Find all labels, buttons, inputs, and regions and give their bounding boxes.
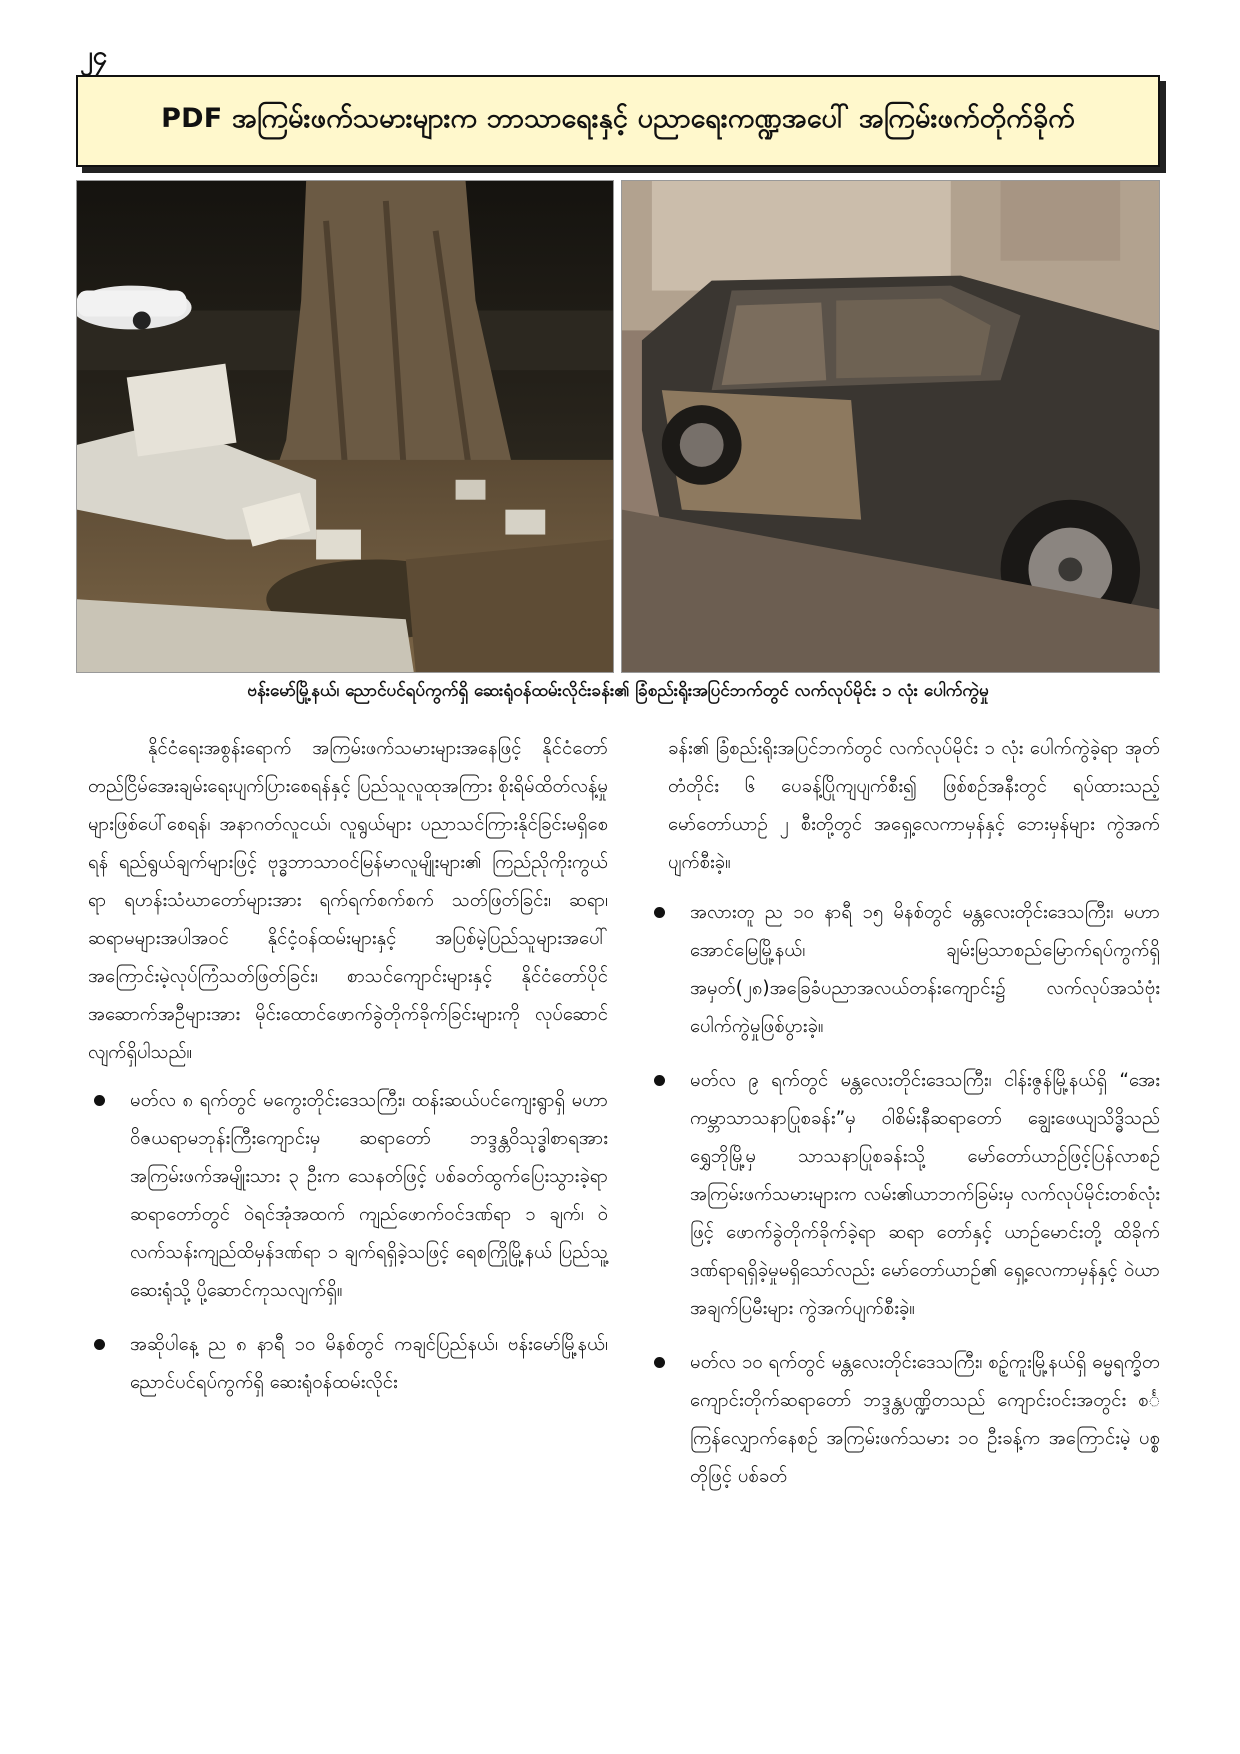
photo-caption: ဗန်းမော်မြို့နယ်၊ ညောင်ပင်ရပ်ကွက်ရှိ ဆေးရုံဝန်ထမ်းလိုင်းခန်း၏ ခြံစည်းရိုးအပြင်ဘက်တွင် လက်လုပ်မိုင်း ၁ လုံး ပေါက်ကွဲမှု (247, 681, 989, 701)
list-item (88, 1082, 608, 1310)
list-item (648, 1062, 1160, 1328)
list-item (648, 894, 1160, 1046)
list-item-text: မတ်လ ၉ ရက်တွင် မန္တလေးတိုင်းဒေသကြီး၊ ငါန်းဇွန်မြို့နယ်ရှိ “အေးကမ္ဘာသာသနာပြုစခန်း”မှ ဝါစိမ်းနီဆရာတော် ချွေးဖေယျသိဒ္ဓိသည် ရွှေဘိုမြို့မှ သာသနာပြုစခန်းသို့ မော်တော်ယာဉ်ဖြင့်ပြန်လာစဉ် အကြမ်းဖက်သမားများက လမ်း၏ယာဘက်ခြမ်းမှ လက်လုပ်မိုင်းတစ်လုံးဖြင့် ဖောက်ခွဲတိုက်ခိုက်ခဲ့ရာ ဆရာ တော်နှင့် ယာဉ်မောင်းတို့ ထိခိုက်ဒဏ်ရာရရှိခဲ့မှုမရှိသော်လည်း မော်တော်ယာဉ်၏ ရှေ့လေကာမှန်နှင့် ဝဲယာအချက်ပြမီးများ ကွဲအက်ပျက်စီးခဲ့။ (690, 1070, 1160, 1319)
continued-paragraph: ခန်း၏ ခြံစည်းရိုးအပြင်ဘက်တွင် လက်လုပ်မိုင်း ၁ လုံး ပေါက်ကွဲခဲ့ရာ အုတ်တံတိုင်း ၆ ပေခန့်ပြိုကျပျက်စီး၍ ဖြစ်စဉ်အနီးတွင် ရပ်ထားသည့် မော်တော်ယာဉ် ၂ စီးတို့တွင် အရှေ့လေကာမှန်နှင့် ဘေးမှန်များ ကွဲအက်ပျက်စီးခဲ့။ (668, 738, 1160, 873)
title-banner (76, 75, 1160, 167)
right-column (648, 730, 1160, 1512)
photo-damaged-car (621, 180, 1160, 673)
list-item-text: အလားတူ ည ၁၀ နာရီ ၁၅ မိနစ်တွင် မန္တလေးတိုင်းဒေသကြီး၊ မဟာအောင်မြေမြို့နယ်၊ ချမ်းမြသာစည်မြောက်ရပ်ကွက်ရှိ အမှတ်(၂၈)အခြေခံပညာအလယ်တန်းကျောင်း၌ လက်လုပ်အသံဗုံးပေါက်ကွဲမှုဖြစ်ပွားခဲ့။ (690, 902, 1160, 1037)
bullet-icon (94, 1339, 105, 1350)
list-item (648, 1344, 1160, 1496)
list-item-text: မတ်လ ၁၀ ရက်တွင် မန္တလေးတိုင်းဒေသကြီး၊ စဉ့်ကူးမြို့နယ်ရှိ ဓမ္မရက္ခိတကျောင်းတိုက်ဆရာတော် ဘဒ္ဒန္တပဏ္ဍိတသည် ကျောင်းဝင်းအတွင်း စင်္ကြန်လျှောက်နေစဉ် အကြမ်းဖက်သမား ၁၀ ဦးခန့်က အကြောင်းမဲ့ ပစ္စတိုဖြင့် ပစ်ခတ် (690, 1352, 1160, 1487)
damaged-car-image (622, 181, 1159, 672)
article-title: PDF အကြမ်းဖက်သမားများက ဘာသာရေးနှင့် ပညာရေးကဏ္ဍအပေါ် အကြမ်းဖက်တိုက်ခိုက် (161, 103, 1075, 134)
bullet-icon (94, 1095, 105, 1106)
intro-paragraph: နိုင်ငံရေးအစွန်းရောက် အကြမ်းဖက်သမားများအနေဖြင့် နိုင်ငံတော်တည်ငြိမ်အေးချမ်းရေးပျက်ပြားစေရန်နှင့် ပြည်သူလူထုအကြား စိုးရိမ်ထိတ်လန့်မှုများဖြစ်ပေါ်စေရန်၊ အနာဂတ်လူငယ်၊ လူရွယ်များ ပညာသင်ကြားနိုင်ခြင်းမရှိစေရန် ရည်ရွယ်ချက်များဖြင့် ဗုဒ္ဓဘာသာဝင်မြန်မာလူမျိုးများ၏ ကြည်ညိုကိုးကွယ်ရာ ရဟန်းသံဃာတော်များအား ရက်ရက်စက်စက် သတ်ဖြတ်ခြင်း၊ ဆရာ၊ ဆရာမများအပါအဝင် နိုင်ငံ့ဝန်ထမ်းများနှင့် အပြစ်မဲ့ပြည်သူများအပေါ် အကြောင်းမဲ့လုပ်ကြံသတ်ဖြတ်ခြင်း၊ စာသင်ကျောင်းများနှင့် နိုင်ငံတော်ပိုင်အဆောက်အဦများအား မိုင်းထောင်ဖောက်ခွဲတိုက်ခိုက်ခြင်းများကို လုပ်ဆောင်လျက်ရှိပါသည်။ (88, 738, 608, 1063)
damaged-wall-image (77, 181, 613, 672)
list-item-text: မတ်လ ၈ ရက်တွင် မကွေးတိုင်းဒေသကြီး၊ ထန်းဆယ်ပင်ကျေးရွာရှိ မဟာဝိဇယရာမဘုန်းကြီးကျောင်းမှ ဆရာတော် ဘဒ္ဒန္တဝိသုဒ္ဓါစာရအား အကြမ်းဖက်အမျိုးသား ၃ ဦးက သေနတ်ဖြင့် ပစ်ခတ်ထွက်ပြေးသွားခဲ့ရာ ဆရာတော်တွင် ဝဲရင်အုံအထက် ကျည်ဖောက်ဝင်ဒဏ်ရာ ၁ ချက်၊ ဝဲလက်သန်းကျည်ထိမှန်ဒဏ်ရာ ၁ ချက်ရရှိခဲ့သဖြင့် ရေစကြိုမြို့နယ် ပြည်သူ့ဆေးရုံသို့ ပို့ဆောင်ကုသလျက်ရှိ။ (130, 1090, 608, 1301)
bullet-icon (654, 1357, 665, 1368)
bullet-icon (654, 907, 665, 918)
list-item-text: အဆိုပါနေ့ ည ၈ နာရီ ၁၀ မိနစ်တွင် ကချင်ပြည်နယ်၊ ဗန်းမော်မြို့နယ်၊ ညောင်ပင်ရပ်ကွက်ရှိ ဆေးရုံဝန်ထမ်းလိုင်း (130, 1334, 608, 1393)
left-column (88, 730, 608, 1418)
page-number: ၂၄ (80, 41, 108, 71)
bullet-icon (654, 1075, 665, 1086)
photo-damaged-wall (76, 180, 614, 673)
list-item (88, 1326, 608, 1402)
